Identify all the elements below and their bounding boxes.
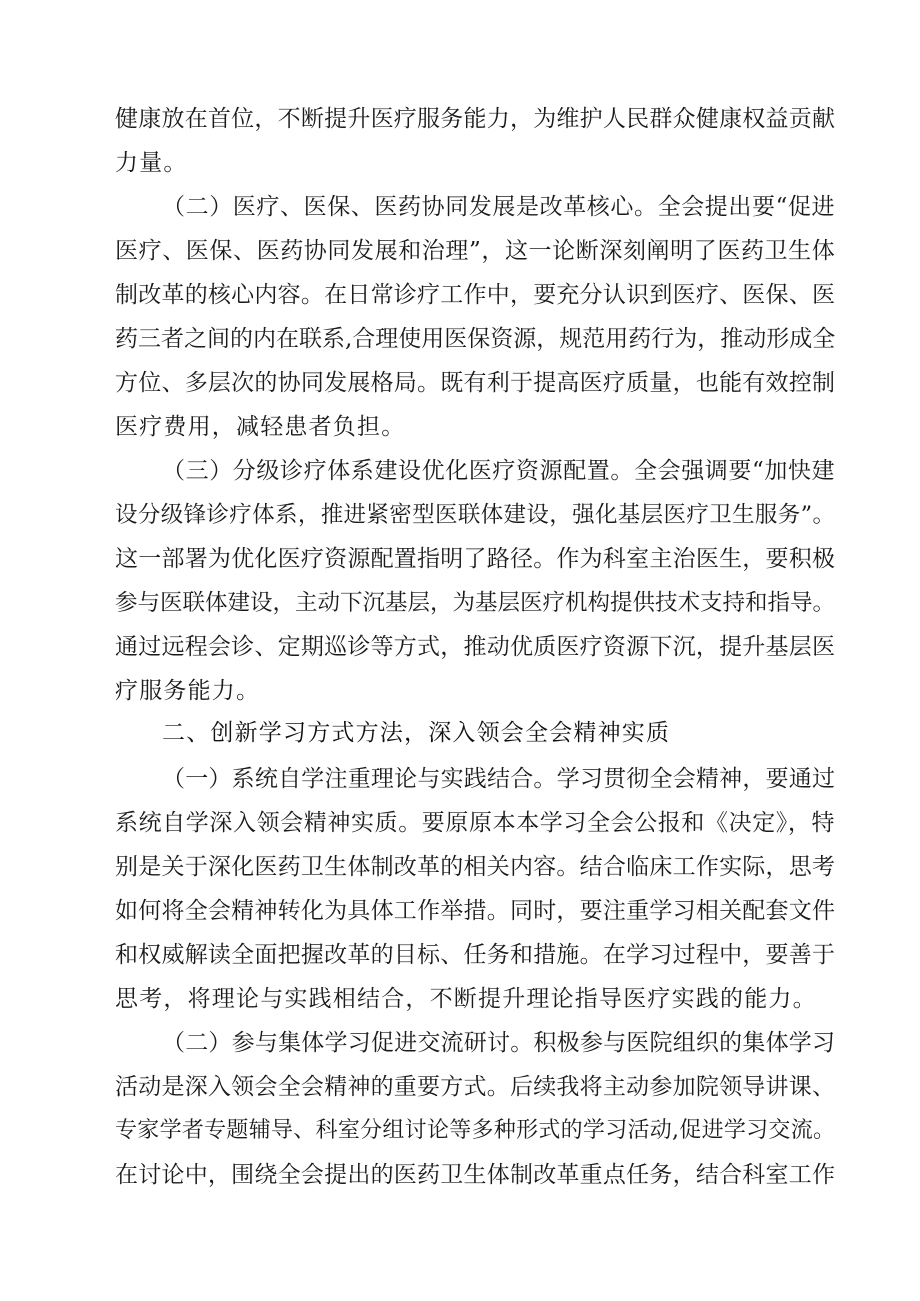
paragraph-start-line: （二）医疗、医保、医药协同发展是改革核心。全会提出要“促进: [162, 194, 836, 220]
text-line: 系统自学深入领会精神实质。要原原本本学习全会公报和《决定》，特: [115, 810, 836, 836]
text-line: 这一部署为优化医疗资源配置指明了路径。作为科室主治医生，要积极: [115, 546, 835, 572]
text-line: 活动是深入领会全会精神的重要方式。后续我将主动参加院领导讲课、: [115, 1074, 835, 1100]
text-line: 参与医联体建设，主动下沉基层，为基层医疗机构提供技术支持和指导。: [115, 590, 836, 616]
paragraph-start-line: （二）参与集体学习促进交流研讨。积极参与医院组织的集体学习: [162, 1030, 835, 1056]
text-line: 通过远程会诊、定期巡诊等方式，推动优质医疗资源下沉，提升基层医: [115, 634, 835, 660]
paragraph-start-line: （一）系统自学注重理论与实践结合。学习贯彻全会精神，要通过: [162, 766, 835, 792]
text-line: 在讨论中，围绕全会提出的医药卫生体制改革重点任务，结合科室工作: [115, 1162, 835, 1188]
paragraph-start-line: （三）分级诊疗体系建设优化医疗资源配置。全会强调要“加快建: [162, 458, 836, 484]
text-line: 制改革的核心内容。在日常诊疗工作中，要充分认识到医疗、医保、医: [115, 282, 835, 308]
text-line: 疗服务能力。: [115, 678, 261, 704]
text-line: 设分级锋诊疗体系，推进紧密型医联体建设，强化基层医疗卫生服务”。: [115, 502, 835, 528]
text-line: 健康放在首位，不断提升医疗服务能力，为维护人民群众健康权益贡献: [115, 106, 835, 132]
text-line: 专家学者专题辅导、科室分组讨论等多种形式的学习活动,促进学习交流。: [115, 1118, 835, 1143]
section-heading: 二、创新学习方式方法，深入领会全会精神实质: [162, 720, 671, 746]
text-line: 别是关于深化医药卫生体制改革的相关内容。结合临床工作实际，思考: [115, 854, 835, 880]
text-line: 如何将全会精神转化为具体工作举措。同时，要注重学习相关配套文件: [115, 898, 835, 924]
text-line: 思考，将理论与实践相结合，不断提升理论指导医疗实践的能力。: [115, 986, 817, 1012]
text-line: 药三者之间的内在联系,合理使用医保资源，规范用药行为，推动形成全: [115, 326, 836, 352]
text-line: 和权威解读全面把握改革的目标、任务和措施。在学习过程中，要善于: [115, 942, 835, 968]
text-line: 医疗费用，减轻患者负担。: [115, 414, 406, 440]
text-line: 医疗、医保、医药协同发展和治理”，这一论断深刻阐明了医药卫生体: [115, 238, 836, 264]
text-line: 方位、多层次的协同发展格局。既有利于提高医疗质量，也能有效控制: [115, 370, 835, 396]
text-line: 力量。: [115, 150, 188, 176]
